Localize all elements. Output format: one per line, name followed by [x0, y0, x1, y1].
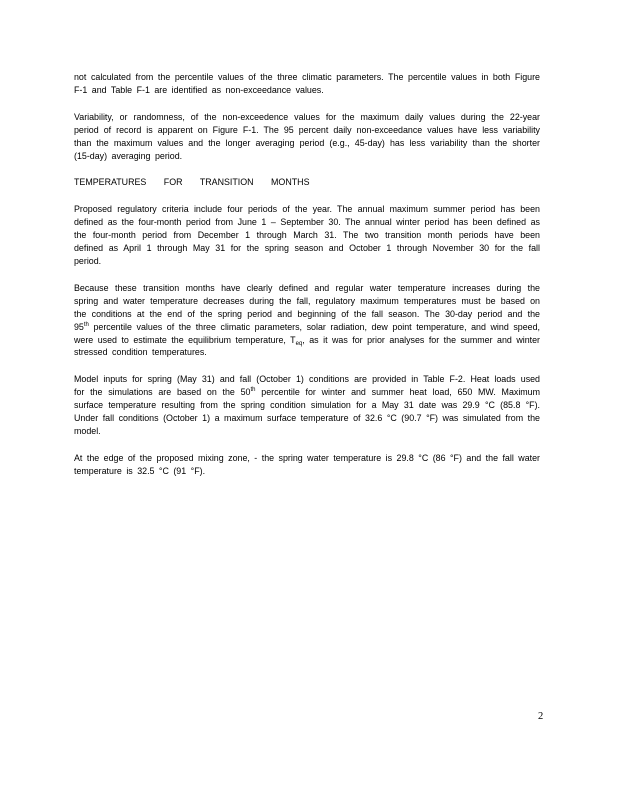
transition-text-part1: Because these transition months have clearly defined and regular water temperature increases during the spring and water temperature decreases during the fall, regulatory maximum temperatures must be based on the conditions at the end of the spring period and beginning of the fall season. The 30-day period and the 95: [74, 282, 540, 332]
paragraph-regulatory-periods: Proposed regulatory criteria include four periods of the year. The annual maximum summer period has been defined as the four-month period from June 1 – September 30. The annual winter period has been defined as the four-month period from December 1 through March 31. The two transition month periods have been defined as April 1 through May 31 for the spring season and October 1 through November 30 for the fall period.: [74, 204, 540, 266]
paragraph-percentile-note: not calculated from the percentile values of the three climatic parameters. The percentile values in both Figure F-1 and Table F-1 are identified as non-exceedance values.: [74, 72, 540, 95]
paragraph-model-inputs: [74, 373, 540, 438]
transition-text-part2: percentile values of the three climatic parameters, solar radiation, dew point temperature, and wind speed, were used to estimate the equilibrium temperature, T: [74, 321, 540, 345]
ordinal-superscript: th: [250, 387, 256, 394]
paragraph-variability: Variability, or randomness, of the non-exceedence values for the maximum daily values during the 22-year period of record is apparent on Figure F-1. The 95 percent daily non-exceedance values have less variability than the maximum values and the longer averaging period (e.g., 45-day) has less variability than the shorter (15-day) averaging period.: [74, 111, 540, 161]
paragraph-mixing-zone: At the edge of the proposed mixing zone, - the spring water temperature is 29.8 °C (86 °F) and the fall water temperature is 32.5 °C (91 °F).: [74, 452, 540, 476]
ordinal-superscript: th: [83, 321, 89, 328]
transition-text-part3: , as it was for prior analyses for the summer and winter stressed condition temperatures.: [74, 334, 540, 358]
equilibrium-subscript: eq: [295, 340, 303, 347]
paragraph-transition-months: [74, 282, 540, 359]
page-number: 2: [538, 711, 544, 722]
model-text-part1: Model inputs for spring (May 31) and fall (October 1) conditions are provided in Table F-2. Heat loads used for the simulations are based on the 50: [74, 374, 540, 398]
section-heading: TEMPERATURES FOR TRANSITION MONTHS: [74, 177, 310, 188]
document-body: [74, 71, 540, 492]
model-text-part2: percentile for winter and summer heat load, 650 MW. Maximum surface temperature resulting from the spring condition simulation for a May 31 date was 29.9 °C (85.8 °F). Under fall conditions (October 1) a maximum surface temperature of 32.6 °C (90.7 °F) was simulated from the model.: [74, 387, 541, 436]
